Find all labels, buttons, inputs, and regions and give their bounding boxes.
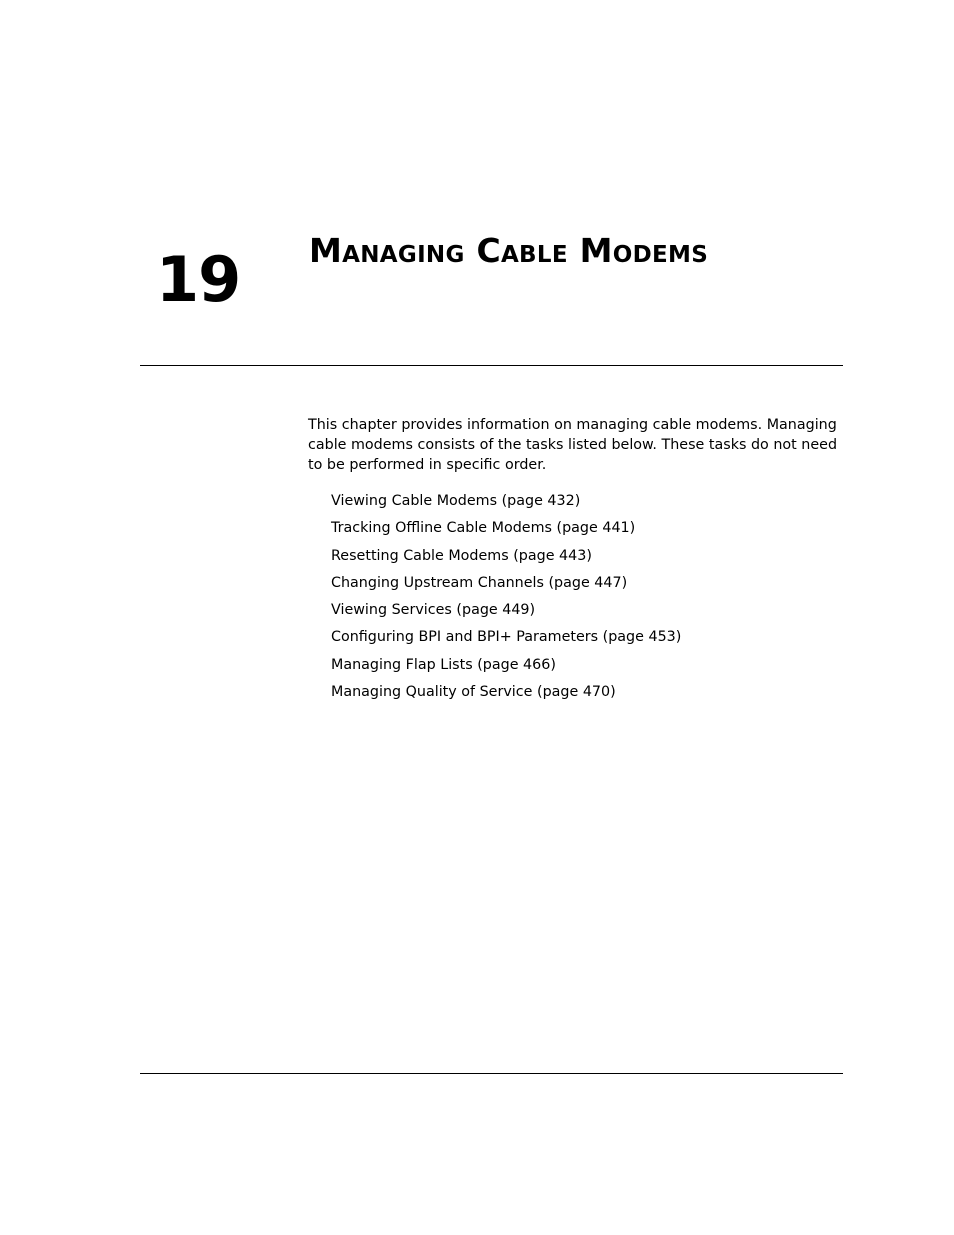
task-item-tracking-offline-cable-modems[interactable]: Tracking Offline Cable Modems (page 441)	[331, 520, 636, 537]
task-list	[331, 489, 681, 707]
task-item-viewing-services[interactable]: Viewing Services (page 449)	[331, 602, 536, 619]
task-item-changing-upstream-channels[interactable]: Changing Upstream Channels (page 447)	[331, 574, 628, 591]
top-divider	[140, 365, 843, 366]
task-item-resetting-cable-modems[interactable]: Resetting Cable Modems (page 443)	[331, 547, 592, 564]
task-item-viewing-cable-modems[interactable]: Viewing Cable Modems (page 432)	[331, 493, 581, 509]
task-item-managing-flap-lists[interactable]: Managing Flap Lists (page 466)	[331, 656, 556, 673]
task-item-configuring-bpi-parameters[interactable]: Configuring BPI and BPI+ Parameters (page 453)	[331, 629, 682, 646]
chapter-title: Managing Cable Modems	[309, 231, 709, 270]
bottom-divider	[140, 1073, 843, 1074]
intro-paragraph: This chapter provides information on managing cable modems. Managing cable modems consists of the tasks listed below. These tasks do not need to be performed in specific order.	[308, 417, 838, 473]
task-item-managing-quality-of-service[interactable]: Managing Quality of Service (page 470)	[331, 684, 616, 701]
chapter-number: 19	[156, 243, 241, 316]
